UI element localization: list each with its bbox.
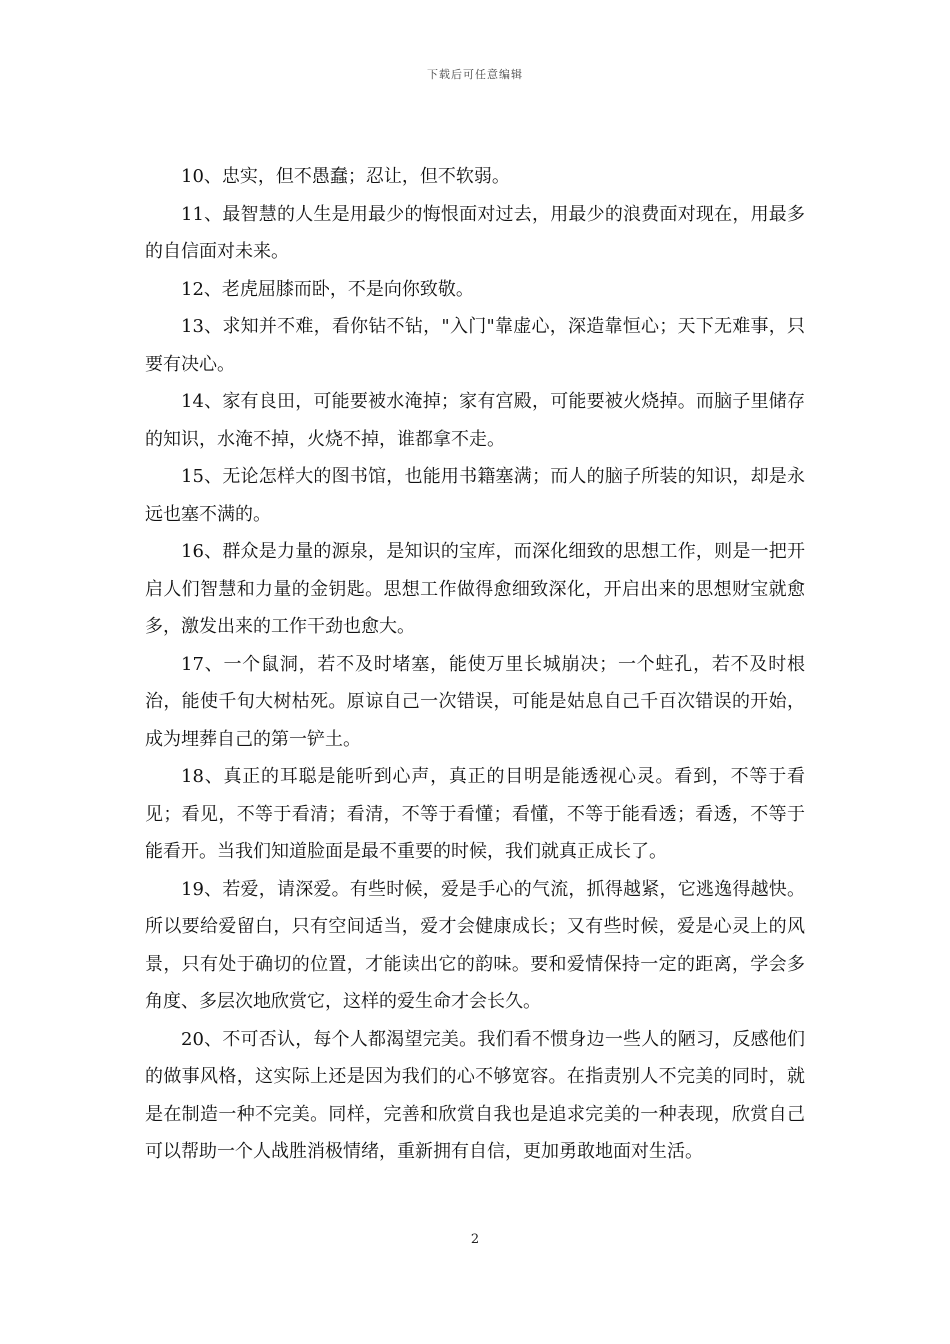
page-number: 2	[470, 1232, 480, 1247]
paragraph-13: 13、求知并不难，看你钻不钻，"入门"靠虚心，深造靠恒心；天下无难事，只要有决心。	[145, 316, 805, 375]
paragraph-14: 14、家有良田，可能要被水淹掉；家有宫殿，可能要被火烧掉。而脑子里储存的知识，水淹不掉，火烧不掉，谁都拿不走。	[145, 391, 805, 450]
paragraph-19: 19、若爱，请深爱。有些时候，爱是手心的气流，抓得越紧，它逃逸得越快。所以要给爱留白，只有空间适当，爱才会健康成长；又有些时候，爱是心灵上的风景，只有处于确切的位置，才能读出它的韵味。要和爱情保持一定的距离，学会多角度、多层次地欣赏它，这样的爱生命才会长久。	[145, 878, 805, 1012]
paragraph-16: 16、群众是力量的源泉，是知识的宝库，而深化细致的思想工作，则是一把开启人们智慧和力量的金钥匙。思想工作做得愈细致深化，开启出来的思想财宝就愈多，激发出来的工作干劲也愈大。	[145, 541, 805, 637]
page-header: 下载后可任意编辑	[427, 68, 523, 81]
paragraph-15: 15、无论怎样大的图书馆，也能用书籍塞满；而人的脑子所装的知识，却是永远也塞不满的。	[145, 466, 805, 525]
paragraph-12: 12、老虎屈膝而卧，不是向你致敬。	[181, 278, 474, 300]
paragraph-17: 17、一个鼠洞，若不及时堵塞，能使万里长城崩决；一个蛀孔，若不及时根治，能使千旬大树枯死。原谅自己一次错误，可能是姑息自己千百次错误的开始，成为埋葬自己的第一铲土。	[145, 653, 805, 750]
paragraph-20: 20、不可否认，每个人都渴望完美。我们看不惯身边一些人的陋习，反感他们的做事风格，这实际上还是因为我们的心不够宽容。在指责别人不完美的同时，就是在制造一种不完美。同样，完善和欣赏自我也是追求完美的一种表现，欣赏自己可以帮助一个人战胜消极情绪，重新拥有自信，更加勇敢地面对生活。	[145, 1028, 805, 1162]
document-body	[145, 158, 805, 1171]
paragraph-18: 18、真正的耳聪是能听到心声，真正的目明是能透视心灵。看到，不等于看见；看见，不等于看清；看清，不等于看懂；看懂，不等于能看透；看透，不等于能看开。当我们知道脸面是最不重要的时候，我们就真正成长了。	[145, 766, 805, 862]
paragraph-10: 10、忠实，但不愚蠢；忍让，但不软弱。	[181, 166, 510, 187]
paragraph-11: 11、最智慧的人生是用最少的悔恨面对过去，用最少的浪费面对现在，用最多的自信面对未来。	[145, 203, 805, 262]
